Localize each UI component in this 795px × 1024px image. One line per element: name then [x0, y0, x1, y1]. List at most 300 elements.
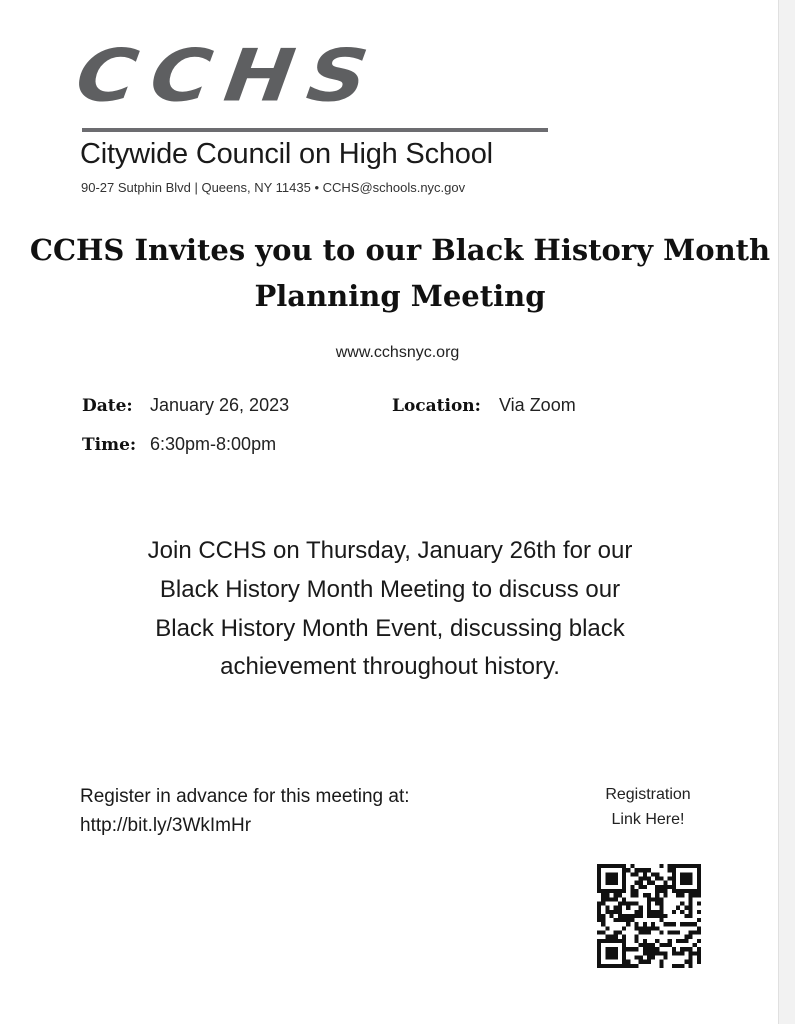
qr-module — [647, 951, 651, 955]
qr-module — [664, 889, 668, 893]
qr-module — [605, 876, 609, 880]
qr-module — [609, 935, 613, 939]
time-label: Time: — [82, 435, 137, 455]
qr-module — [676, 951, 680, 955]
qr-module — [639, 956, 643, 960]
qr-module — [601, 901, 605, 905]
qr-module — [668, 864, 672, 868]
qr-module — [609, 881, 613, 885]
qr-module — [609, 914, 613, 918]
qr-module — [647, 893, 651, 897]
qr-module — [689, 893, 693, 897]
qr-module — [659, 931, 663, 935]
qr-module — [684, 914, 688, 918]
qr-module — [676, 931, 680, 935]
qr-module — [609, 964, 613, 968]
qr-module — [680, 872, 684, 876]
qr-module — [651, 881, 655, 885]
qr-module — [664, 914, 668, 918]
qr-module — [597, 914, 601, 918]
qr-module — [618, 939, 622, 943]
qr-module — [643, 943, 647, 947]
qr-module — [651, 956, 655, 960]
qr-label-line-1: Registration — [605, 786, 691, 803]
qr-module — [622, 872, 626, 876]
qr-module — [651, 947, 655, 951]
qr-module — [684, 872, 688, 876]
qr-module — [689, 964, 693, 968]
qr-module — [655, 872, 659, 876]
qr-module — [634, 914, 638, 918]
qr-module — [689, 956, 693, 960]
qr-module — [639, 960, 643, 964]
qr-module — [597, 906, 601, 910]
qr-module — [697, 872, 701, 876]
qr-module — [697, 960, 701, 964]
qr-module — [684, 906, 688, 910]
qr-module — [668, 922, 672, 926]
qr-module — [597, 872, 601, 876]
qr-module — [659, 906, 663, 910]
qr-module — [634, 901, 638, 905]
qr-module — [693, 951, 697, 955]
qr-module — [643, 926, 647, 930]
qr-module — [643, 939, 647, 943]
qr-module — [647, 931, 651, 935]
date-label: Date: — [82, 396, 133, 416]
qr-module — [634, 893, 638, 897]
qr-module — [609, 864, 613, 868]
qr-module — [697, 889, 701, 893]
qr-module — [697, 876, 701, 880]
qr-module — [643, 885, 647, 889]
qr-module — [672, 876, 676, 880]
qr-module — [697, 893, 701, 897]
qr-module — [597, 939, 601, 943]
qr-module — [618, 931, 622, 935]
qr-module — [601, 931, 605, 935]
qr-module — [622, 951, 626, 955]
qr-module — [664, 943, 668, 947]
qr-module — [626, 906, 630, 910]
qr-module — [647, 926, 651, 930]
qr-module — [680, 922, 684, 926]
qr-module — [651, 922, 655, 926]
qr-module — [614, 881, 618, 885]
qr-module — [676, 864, 680, 868]
qr-module — [605, 947, 609, 951]
qr-module — [614, 947, 618, 951]
body-text-line-1: Join CCHS on Thursday, January 26th for our — [147, 537, 633, 564]
qr-module — [597, 964, 601, 968]
qr-module — [697, 868, 701, 872]
qr-module — [697, 901, 701, 905]
location-value: Via Zoom — [499, 395, 576, 415]
qr-module — [668, 939, 672, 943]
qr-module — [597, 885, 601, 889]
qr-module — [622, 881, 626, 885]
qr-module — [651, 951, 655, 955]
qr-module — [609, 951, 613, 955]
qr-module — [605, 939, 609, 943]
qr-module — [601, 922, 605, 926]
qr-module — [634, 935, 638, 939]
qr-module — [601, 897, 605, 901]
qr-module — [647, 876, 651, 880]
qr-module — [655, 951, 659, 955]
qr-module — [689, 960, 693, 964]
qr-module — [647, 868, 651, 872]
qr-module — [684, 889, 688, 893]
qr-module — [689, 951, 693, 955]
qr-module — [614, 876, 618, 880]
qr-module — [626, 947, 630, 951]
qr-module — [643, 876, 647, 880]
qr-module — [622, 889, 626, 893]
qr-module — [672, 922, 676, 926]
qr-module — [647, 947, 651, 951]
qr-module — [630, 885, 634, 889]
qr-module — [614, 935, 618, 939]
qr-module — [697, 910, 701, 914]
qr-module — [618, 918, 622, 922]
qr-module — [676, 939, 680, 943]
qr-module — [622, 956, 626, 960]
qr-module — [680, 964, 684, 968]
qr-module — [668, 868, 672, 872]
qr-module — [659, 960, 663, 964]
qr-module — [597, 960, 601, 964]
qr-module — [622, 864, 626, 868]
qr-module — [639, 931, 643, 935]
qr-module — [630, 901, 634, 905]
qr-module — [614, 889, 618, 893]
qr-module — [697, 951, 701, 955]
qr-module — [647, 914, 651, 918]
qr-module — [605, 951, 609, 955]
qr-module — [689, 872, 693, 876]
qr-module — [630, 918, 634, 922]
qr-module — [634, 881, 638, 885]
qr-module — [689, 947, 693, 951]
qr-module — [597, 947, 601, 951]
qr-module — [659, 964, 663, 968]
qr-module — [643, 960, 647, 964]
qr-module — [689, 897, 693, 901]
qr-module — [655, 910, 659, 914]
qr-module — [630, 872, 634, 876]
qr-module — [622, 885, 626, 889]
qr-module — [597, 951, 601, 955]
qr-module — [655, 947, 659, 951]
logo-wordmark: CCHS — [70, 34, 387, 119]
qr-module — [693, 889, 697, 893]
qr-module — [672, 951, 676, 955]
qr-module — [605, 889, 609, 893]
qr-module — [680, 947, 684, 951]
qr-module — [680, 939, 684, 943]
qr-module — [622, 947, 626, 951]
qr-module — [630, 893, 634, 897]
qr-module — [639, 868, 643, 872]
qr-label-line-2: Link Here! — [611, 811, 685, 828]
qr-module — [597, 901, 601, 905]
qr-module — [689, 914, 693, 918]
qr-module — [622, 935, 626, 939]
qr-module — [689, 876, 693, 880]
qr-module — [659, 864, 663, 868]
qr-module — [622, 964, 626, 968]
qr-module — [676, 964, 680, 968]
qr-module — [630, 889, 634, 893]
qr-module — [601, 864, 605, 868]
qr-module — [659, 943, 663, 947]
qr-module — [614, 939, 618, 943]
qr-module — [597, 868, 601, 872]
qr-module — [614, 951, 618, 955]
qr-module — [614, 931, 618, 935]
qr-module — [647, 943, 651, 947]
qr-module — [622, 914, 626, 918]
qr-module — [597, 889, 601, 893]
registration-qr-code[interactable] — [597, 864, 701, 968]
qr-module — [672, 964, 676, 968]
qr-module — [643, 872, 647, 876]
qr-module — [668, 943, 672, 947]
qr-module — [664, 881, 668, 885]
qr-module — [689, 864, 693, 868]
qr-module — [689, 901, 693, 905]
qr-module — [651, 914, 655, 918]
qr-module — [655, 893, 659, 897]
qr-module — [668, 931, 672, 935]
org-address: 90-27 Sutphin Blvd | Queens, NY 11435 • CCHS@schools.nyc.gov — [81, 180, 466, 195]
registration-link[interactable]: http://bit.ly/3WkImHr — [80, 815, 252, 836]
qr-module — [689, 906, 693, 910]
qr-module — [689, 935, 693, 939]
qr-module — [609, 910, 613, 914]
logo-divider — [82, 128, 548, 132]
qr-module — [697, 881, 701, 885]
qr-module — [655, 901, 659, 905]
qr-module — [643, 922, 647, 926]
qr-module — [647, 910, 651, 914]
qr-module — [659, 951, 663, 955]
qr-module — [626, 914, 630, 918]
qr-module — [659, 901, 663, 905]
qr-module — [664, 885, 668, 889]
qr-module — [680, 901, 684, 905]
qr-module — [684, 881, 688, 885]
qr-module — [643, 951, 647, 955]
qr-module — [697, 885, 701, 889]
qr-module — [605, 864, 609, 868]
qr-module — [647, 956, 651, 960]
qr-module — [651, 910, 655, 914]
qr-module — [672, 868, 676, 872]
qr-module — [697, 956, 701, 960]
qr-module — [597, 876, 601, 880]
qr-module — [605, 897, 609, 901]
qr-module — [618, 893, 622, 897]
qr-module — [697, 939, 701, 943]
qr-module — [680, 876, 684, 880]
qr-module — [676, 889, 680, 893]
qr-module — [647, 897, 651, 901]
qr-module — [622, 868, 626, 872]
qr-module — [672, 872, 676, 876]
qr-module — [651, 897, 655, 901]
qr-module — [668, 885, 672, 889]
qr-module — [609, 872, 613, 876]
qr-module — [676, 893, 680, 897]
qr-module — [614, 918, 618, 922]
qr-module — [634, 910, 638, 914]
qr-module — [639, 885, 643, 889]
qr-module — [639, 906, 643, 910]
qr-module — [618, 889, 622, 893]
qr-module — [622, 960, 626, 964]
headline-line-2: Planning Meeting — [254, 279, 546, 313]
qr-module — [672, 885, 676, 889]
qr-module — [605, 956, 609, 960]
qr-module — [618, 901, 622, 905]
qr-module — [634, 872, 638, 876]
qr-module — [680, 910, 684, 914]
qr-module — [626, 960, 630, 964]
qr-module — [672, 881, 676, 885]
qr-module — [601, 964, 605, 968]
qr-module — [618, 906, 622, 910]
page-edge — [778, 0, 795, 1024]
qr-module — [664, 956, 668, 960]
qr-module — [697, 931, 701, 935]
qr-module — [639, 943, 643, 947]
qr-module — [680, 893, 684, 897]
qr-module — [605, 881, 609, 885]
qr-module — [609, 876, 613, 880]
qr-module — [614, 893, 618, 897]
qr-module — [643, 893, 647, 897]
qr-module — [697, 947, 701, 951]
qr-module — [618, 864, 622, 868]
qr-module — [680, 864, 684, 868]
qr-module — [680, 889, 684, 893]
qr-module — [634, 956, 638, 960]
qr-module — [622, 918, 626, 922]
qr-module — [622, 943, 626, 947]
qr-module — [684, 876, 688, 880]
website-link[interactable]: www.cchsnyc.org — [335, 344, 460, 361]
qr-module — [605, 893, 609, 897]
qr-module — [689, 922, 693, 926]
body-text-line-4: achievement throughout history. — [220, 653, 560, 680]
qr-module — [605, 926, 609, 930]
qr-module — [643, 868, 647, 872]
qr-module — [664, 893, 668, 897]
qr-module — [643, 931, 647, 935]
qr-module — [634, 947, 638, 951]
qr-module — [626, 918, 630, 922]
qr-module — [647, 960, 651, 964]
qr-module — [689, 889, 693, 893]
org-name: Citywide Council on High School — [80, 138, 493, 170]
qr-module — [614, 906, 618, 910]
qr-module — [676, 906, 680, 910]
qr-module — [626, 901, 630, 905]
body-text-line-3: Black History Month Event, discussing black — [155, 615, 625, 642]
body-text-line-2: Black History Month Meeting to discuss our — [159, 576, 621, 603]
qr-module — [597, 910, 601, 914]
qr-module — [655, 876, 659, 880]
qr-module — [605, 872, 609, 876]
qr-module — [659, 889, 663, 893]
qr-module — [693, 864, 697, 868]
qr-module — [659, 885, 663, 889]
qr-module — [639, 926, 643, 930]
qr-module — [655, 926, 659, 930]
qr-module — [664, 951, 668, 955]
qr-module — [693, 943, 697, 947]
date-value: January 26, 2023 — [150, 395, 290, 415]
qr-module — [605, 906, 609, 910]
qr-module — [601, 939, 605, 943]
qr-module — [601, 914, 605, 918]
qr-module — [605, 964, 609, 968]
qr-module — [684, 939, 688, 943]
qr-module — [672, 910, 676, 914]
qr-module — [609, 897, 613, 901]
qr-module — [597, 931, 601, 935]
qr-module — [609, 947, 613, 951]
qr-module — [680, 951, 684, 955]
qr-module — [626, 964, 630, 968]
qr-module — [655, 897, 659, 901]
time-value: 6:30pm-8:00pm — [150, 434, 277, 454]
location-label: Location: — [392, 396, 481, 416]
qr-module — [614, 964, 618, 968]
qr-module — [634, 922, 638, 926]
qr-module — [609, 939, 613, 943]
qr-module — [689, 910, 693, 914]
qr-module — [630, 947, 634, 951]
qr-module — [697, 918, 701, 922]
qr-module — [659, 876, 663, 880]
qr-module — [634, 889, 638, 893]
qr-module — [601, 893, 605, 897]
qr-module — [622, 897, 626, 901]
qr-module — [659, 914, 663, 918]
qr-module — [655, 914, 659, 918]
qr-module — [647, 881, 651, 885]
qr-module — [597, 956, 601, 960]
qr-module — [664, 922, 668, 926]
qr-module — [647, 906, 651, 910]
qr-module — [626, 868, 630, 872]
qr-module — [697, 926, 701, 930]
qr-module — [655, 885, 659, 889]
qr-module — [684, 864, 688, 868]
qr-module — [672, 889, 676, 893]
qr-module — [605, 910, 609, 914]
qr-module — [693, 893, 697, 897]
qr-module — [659, 910, 663, 914]
qr-module — [672, 864, 676, 868]
qr-module — [601, 889, 605, 893]
qr-module — [689, 931, 693, 935]
qr-module — [597, 943, 601, 947]
qr-module — [651, 943, 655, 947]
